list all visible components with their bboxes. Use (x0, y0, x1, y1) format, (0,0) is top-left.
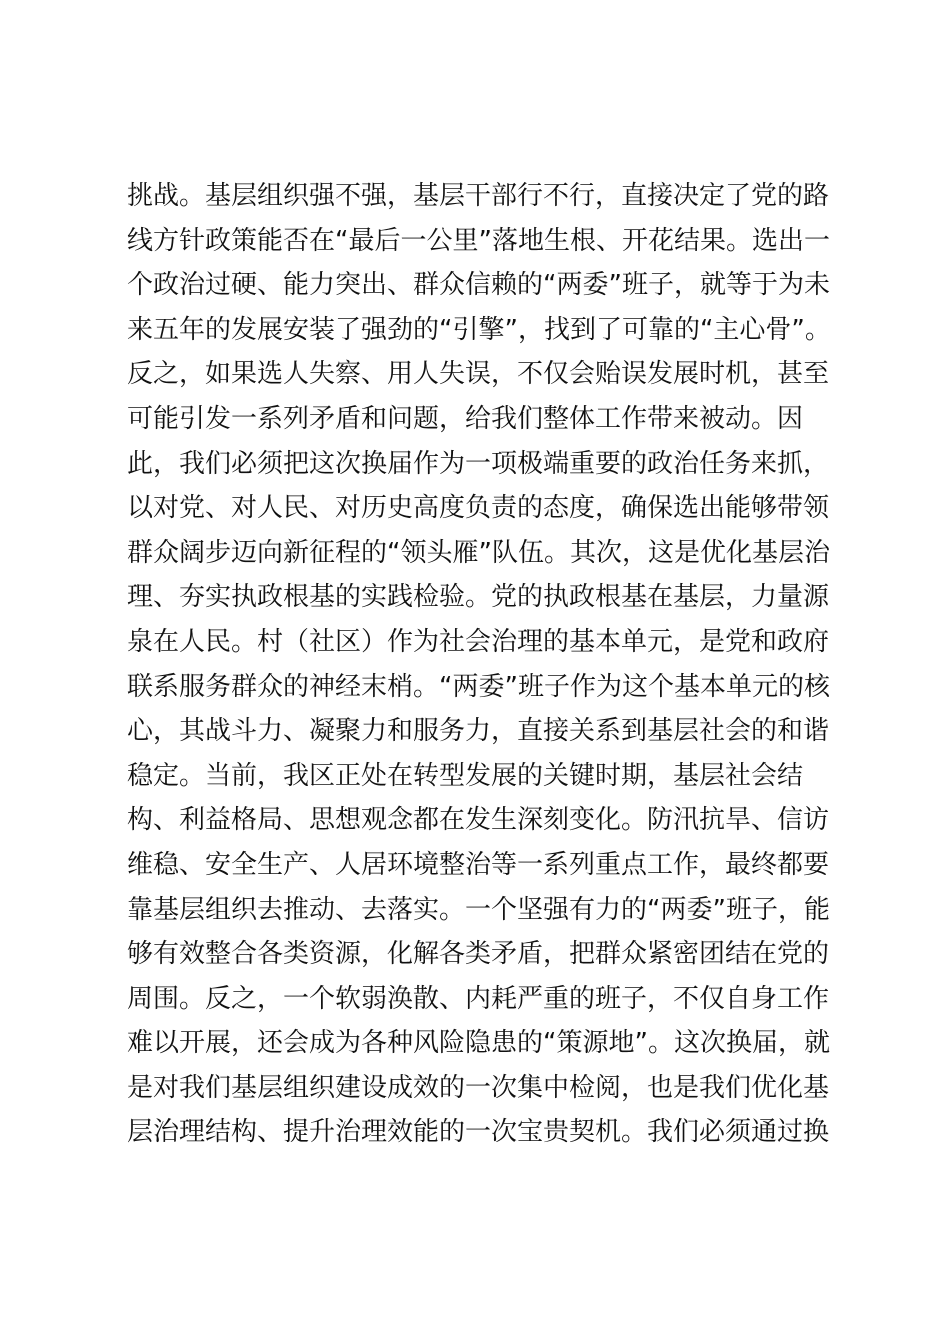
text-line: 个政治过硬、能力突出、群众信赖的“两委”班子，就等于为未 (127, 270, 830, 301)
text-line: 挑战。基层组织强不强，基层干部行不行，直接决定了党的路 (127, 181, 830, 211)
text-line: 泉在人民。村（社区）作为社会治理的基本单元，是党和政府 (127, 626, 830, 657)
text-line: 周围。反之，一个软弱涣散、内耗严重的班子，不仅自身工作 (127, 983, 830, 1014)
text-line: 稳定。当前，我区正处在转型发展的关键时期，基层社会结 (127, 760, 804, 791)
body-paragraph (127, 174, 831, 1155)
text-line: 层治理结构、提升治理效能的一次宝贵契机。我们必须通过换 (127, 1117, 830, 1148)
text-line: 够有效整合各类资源，化解各类矛盾，把群众紧密团结在党的 (127, 939, 830, 970)
text-line: 心，其战斗力、凝聚力和服务力，直接关系到基层社会的和谐 (127, 716, 830, 747)
text-line: 来五年的发展安装了强劲的“引擎”，找到了可靠的“主心骨”。 (127, 314, 831, 345)
text-line: 维稳、安全生产、人居环境整治等一系列重点工作，最终都要 (127, 849, 830, 880)
text-line: 群众阔步迈向新征程的“领头雁”队伍。其次，这是优化基层治 (127, 537, 830, 568)
text-line: 难以开展，还会成为各种风险隐患的“策源地”。这次换届，就 (127, 1028, 830, 1059)
text-line: 是对我们基层组织建设成效的一次集中检阅，也是我们优化基 (127, 1072, 830, 1103)
text-line: 构、利益格局、思想观念都在发生深刻变化。防汛抗旱、信访 (127, 805, 830, 836)
text-line: 线方针政策能否在“最后一公里”落地生根、开花结果。选出一 (127, 225, 830, 256)
text-line: 反之，如果选人失察、用人失误，不仅会贻误发展时机，甚至 (127, 359, 830, 390)
text-line: 靠基层组织去推动、去落实。一个坚强有力的“两委”班子，能 (127, 894, 830, 925)
text-line: 此，我们必须把这次换届作为一项极端重要的政治任务来抓， (127, 448, 830, 479)
text-line: 以对党、对人民、对历史高度负责的态度，确保选出能够带领 (127, 493, 830, 524)
text-line: 可能引发一系列矛盾和问题，给我们整体工作带来被动。因 (127, 403, 804, 434)
text-line: 理、夯实执政根基的实践检验。党的执政根基在基层，力量源 (127, 582, 830, 613)
text-line: 联系服务群众的神经末梢。“两委”班子作为这个基本单元的核 (127, 671, 830, 702)
